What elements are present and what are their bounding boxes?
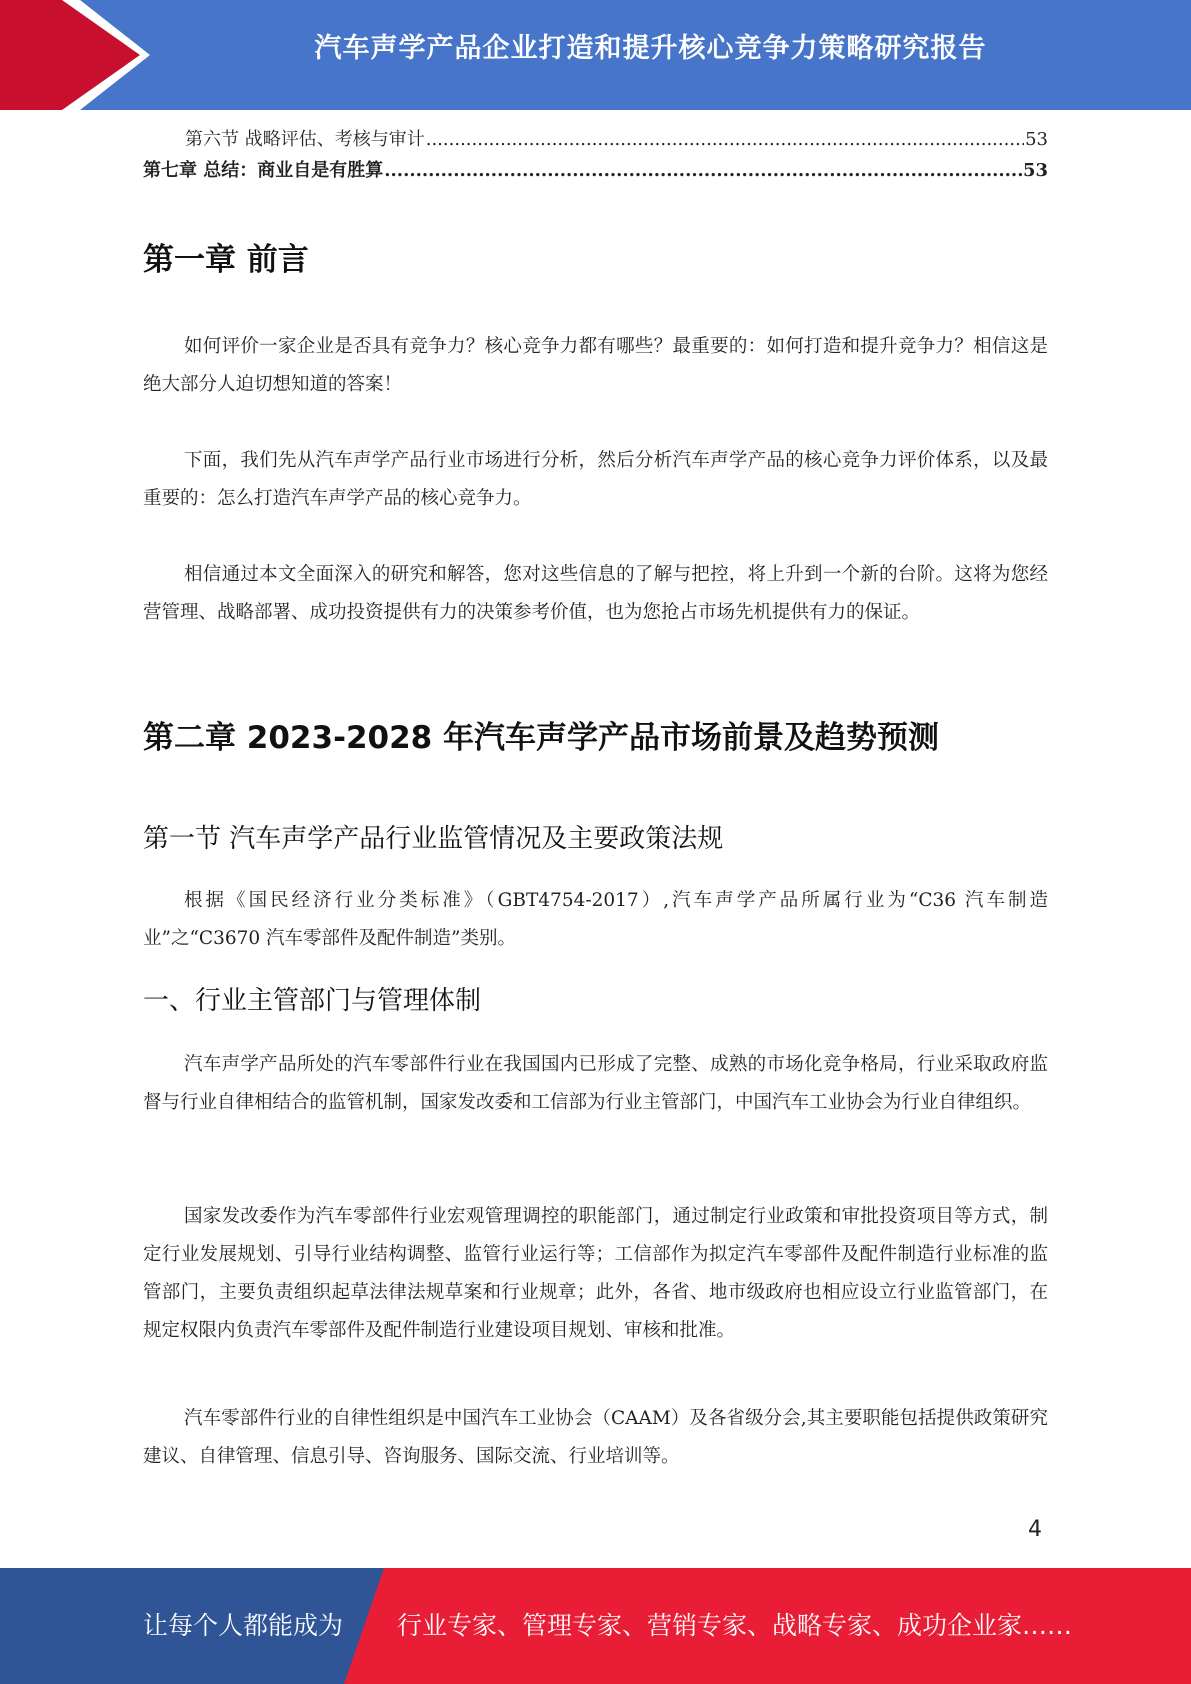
toc-entry-page: 53 (1022, 160, 1048, 181)
page-footer (0, 1568, 1191, 1684)
section1-heading: 第一节 汽车声学产品行业监管情况及主要政策法规 (143, 824, 724, 854)
section1-intro: 根据《国民经济行业分类标准》（GBT4754-2017）,汽车声学产品所属行业为“C36 汽车制造业”之“C3670 汽车零部件及配件制造”类别。 (143, 890, 1048, 949)
report-title: 汽车声学产品企业打造和提升核心竞争力策略研究报告 (314, 33, 987, 64)
toc-leader-dots (384, 155, 1022, 186)
subsection1-paragraph: 汽车声学产品所处的汽车零部件行业在我国国内已形成了完整、成熟的市场化竞争格局，行业采取政府监督与行业自律相结合的监管机制，国家发改委和工信部为行业主管部门，中国汽车工业协会为行业自律组织。 (143, 1054, 1048, 1113)
toc-leader-dots (426, 124, 1024, 155)
toc-entry-label: 第七章 总结：商业自是有胜算 (143, 160, 384, 181)
chapter2-heading: 第二章 2023-2028 年汽车声学产品市场前景及趋势预测 (143, 720, 940, 756)
subsection1-paragraph: 国家发改委作为汽车零部件行业宏观管理调控的职能部门，通过制定行业政策和审批投资项目等方式，制定行业发展规划、引导行业结构调整、监管行业运行等；工信部作为拟定汽车零部件及配件制造行业标准的监管部门，主要负责组织起草法律法规草案和行业规章；此外，各省、地市级政府也相应设立行业监管部门，在规定权限内负责汽车零部件及配件制造行业建设项目规划、审核和批准。 (143, 1206, 1048, 1341)
chapter1-paragraph: 如何评价一家企业是否具有竞争力？核心竞争力都有哪些？最重要的：如何打造和提升竞争力？相信这是绝大部分人迫切想知道的答案！ (143, 336, 1048, 395)
document-body (143, 124, 1048, 1467)
toc-entry-section6[interactable] (143, 124, 1048, 155)
chapter1-heading: 第一章 前言 (143, 242, 309, 278)
page-header (0, 0, 1191, 110)
toc-entry-page: 53 (1025, 129, 1048, 150)
header-red-arrow (0, 0, 140, 110)
subsection1-heading: 一、行业主管部门与管理体制 (143, 986, 482, 1016)
page-number: 4 (1028, 1517, 1042, 1542)
footer-slogan-right: 行业专家、管理专家、营销专家、战略专家、成功企业家…… (397, 1611, 1073, 1640)
toc-entry-label: 第六节 战略评估、考核与审计 (185, 129, 425, 150)
subsection1-paragraph: 汽车零部件行业的自律性组织是中国汽车工业协会（CAAM）及各省级分会,其主要职能包括提供政策研究建议、自律管理、信息引导、咨询服务、国际交流、行业培训等。 (143, 1408, 1048, 1467)
chapter1-paragraph: 相信通过本文全面深入的研究和解答，您对这些信息的了解与把控，将上升到一个新的台阶。这将为您经营管理、战略部署、成功投资提供有力的决策参考价值，也为您抢占市场先机提供有力的保证。 (143, 564, 1048, 623)
table-of-contents (143, 124, 1048, 186)
toc-entry-chapter7[interactable] (143, 155, 1048, 186)
chapter1-paragraph: 下面，我们先从汽车声学产品行业市场进行分析，然后分析汽车声学产品的核心竞争力评价体系，以及最重要的：怎么打造汽车声学产品的核心竞争力。 (143, 450, 1048, 509)
footer-slogan-left: 让每个人都能成为 (143, 1611, 344, 1640)
